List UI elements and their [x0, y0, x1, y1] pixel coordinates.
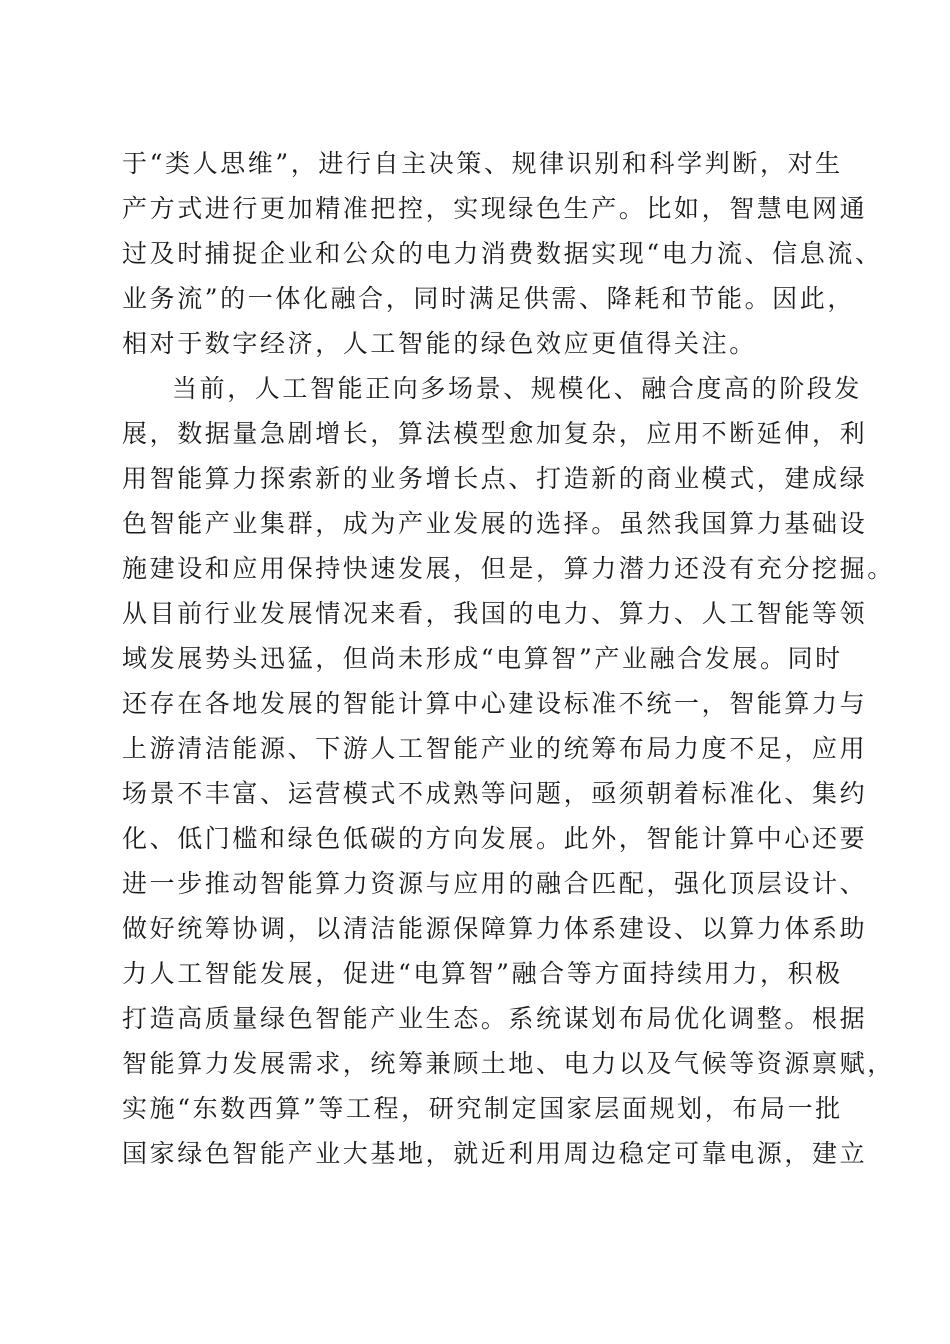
text-line: 相对于数字经济，人工智能的绿色效应更值得关注。: [122, 329, 757, 358]
text-line: 色智能产业集群，成为产业发展的选择。虽然我国算力基础设: [122, 509, 868, 538]
text-line: 过及时捕捉企业和公众的电力消费数据实现“电力流、信息流、: [122, 239, 883, 268]
text-line: 上游清洁能源、下游人工智能产业的统筹布局力度不足，应用: [122, 734, 868, 763]
text-line: 域发展势头迅猛，但尚未形成“电算智”产业融合发展。同时: [122, 644, 843, 673]
text-line: 场景不丰富、运营模式不成熟等问题，亟须朝着标准化、集约: [122, 779, 868, 808]
text-line: 打造高质量绿色智能产业生态。系统谋划布局优化调整。根据: [122, 1004, 868, 1033]
paragraph-first-line: 当前，人工智能正向多场景、规模化、融合度高的阶段发: [172, 374, 863, 403]
text-line: 国家绿色智能产业大基地，就近利用周边稳定可靠电源，建立: [122, 1139, 868, 1168]
text-line: 还存在各地发展的智能计算中心建设标准不统一，智能算力与: [122, 689, 868, 718]
text-line: 化、低门槛和绿色低碳的方向发展。此外，智能计算中心还要: [122, 824, 868, 853]
text-line: 产方式进行更加精准把控，实现绿色生产。比如，智慧电网通: [122, 194, 868, 223]
text-line: 进一步推动智能算力资源与应用的融合匹配，强化顶层设计、: [122, 869, 868, 898]
text-line: 力人工智能发展，促进“电算智”融合等方面持续用力，积极: [122, 959, 843, 988]
text-line: 用智能算力探索新的业务增长点、打造新的商业模式，建成绿: [122, 464, 868, 493]
text-line: 业务流”的一体化融合，同时满足供需、降耗和节能。因此，: [122, 284, 855, 313]
text-line: 于“类人思维”，进行自主决策、规律识别和科学判断，对生: [122, 149, 843, 178]
text-line: 智能算力发展需求，统筹兼顾土地、电力以及气候等资源禀赋，: [122, 1049, 895, 1078]
text-line: 从目前行业发展情况来看，我国的电力、算力、人工智能等领: [122, 599, 868, 628]
text-line: 实施“东数西算”等工程，研究制定国家层面规划，布局一批: [122, 1094, 843, 1123]
text-line: 展，数据量急剧增长，算法模型愈加复杂，应用不断延伸，利: [122, 419, 868, 448]
text-line: 做好统筹协调，以清洁能源保障算力体系建设、以算力体系助: [122, 914, 868, 943]
text-line: 施建设和应用保持快速发展，但是，算力潜力还没有充分挖掘。: [122, 554, 895, 583]
